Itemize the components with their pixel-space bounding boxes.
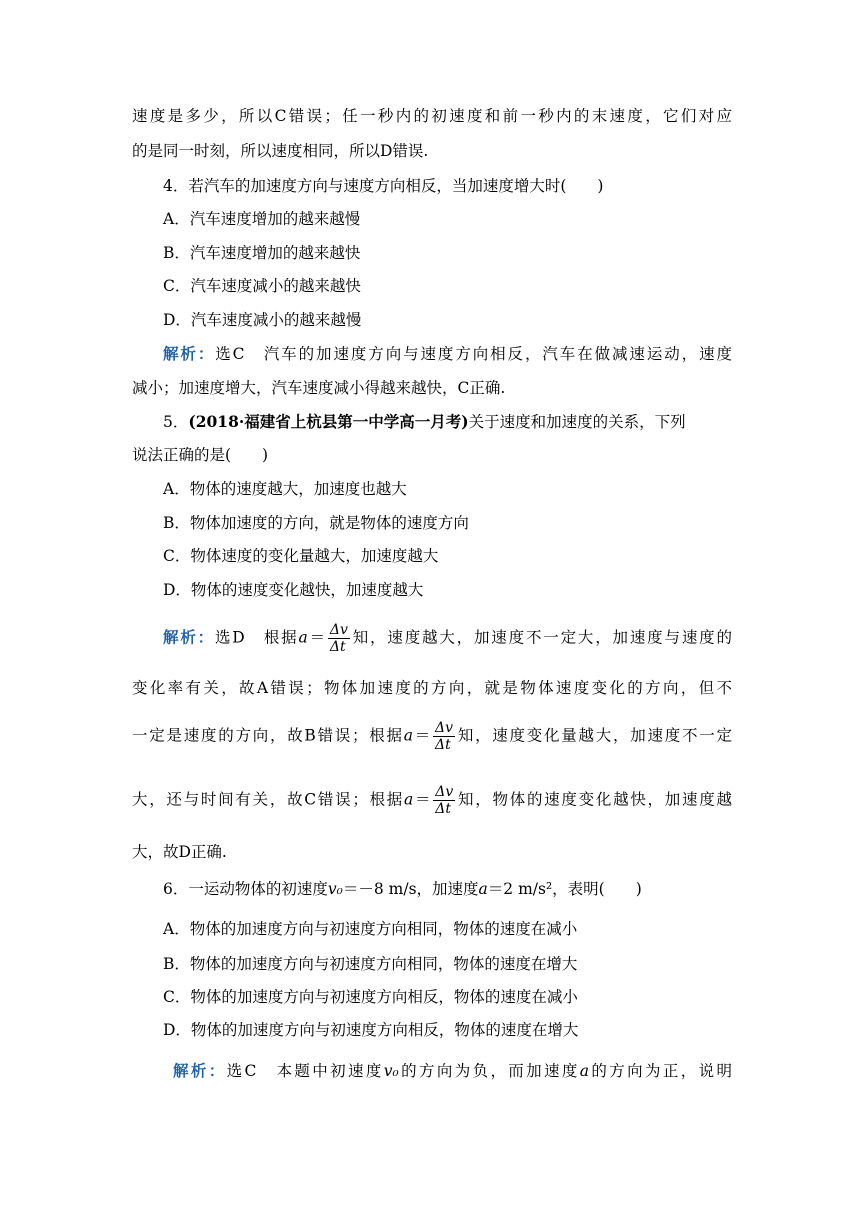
q6-option-a: A．物体的加速度方向与初速度方向相同，物体的速度在减小 [163, 920, 578, 938]
a-symbol: a [478, 880, 488, 898]
q5-answer-line-2: 变化率有关，故A错误；物体加速度的方向，就是物体速度变化的方向，但不 [132, 679, 732, 697]
q5-answer-line-1 [163, 622, 732, 655]
fraction-numerator: Δv [435, 784, 454, 800]
prev-answer-line-1: 速度是多少，所以C错误；任一秒内的初速度和前一秒内的末速度，它们对应 [132, 107, 732, 125]
formula-fraction [433, 720, 455, 753]
v0-symbol: v₀ [327, 880, 343, 898]
formula-equals: ＝ [413, 790, 433, 809]
formula-a: a [404, 790, 414, 809]
q6-option-b: B．物体的加速度方向与初速度方向相同，物体的速度在增大 [163, 955, 578, 973]
q6-option-c: C．物体的加速度方向与初速度方向相反，物体的速度在减小 [163, 988, 578, 1006]
formula-a: a [403, 726, 414, 745]
q5-option-b: B．物体加速度的方向，就是物体的速度方向 [163, 514, 469, 532]
v0-symbol: v₀ [383, 1062, 399, 1080]
q5-answer-text: 一定是速度的方向，故B错误；根据 [132, 726, 404, 745]
formula-a: a [298, 628, 308, 647]
q4-option-d: D．汽车速度减小的越来越慢 [163, 311, 362, 329]
q6-answer-text: 选C 本题中初速度 [226, 1062, 384, 1080]
q6-answer-text: 的方向为负，而加速度 [398, 1062, 580, 1080]
fraction-denominator: Δt [329, 639, 346, 655]
q5-answer-text: 选D 根据 [214, 628, 299, 647]
q6-answer-text: 的方向为正，说明 [589, 1062, 732, 1080]
q6-stem [163, 877, 763, 899]
q5-answer-line-5: 大，故D正确. [132, 843, 227, 861]
q6-option-d: D．物体的加速度方向与初速度方向相反，物体的速度在增大 [163, 1021, 579, 1039]
a-symbol: a [579, 1062, 590, 1080]
q5-option-d: D．物体的速度变化越快，加速度越大 [163, 581, 424, 599]
fraction-denominator: Δt [435, 801, 452, 817]
q4-option-b: B．汽车速度增加的越来越快 [163, 244, 361, 262]
formula-equals: ＝ [413, 726, 433, 745]
formula-fraction [328, 622, 350, 655]
fraction-denominator: Δt [435, 737, 451, 753]
q5-stem [163, 410, 732, 432]
prev-answer-line-2: 的是同一时刻，所以速度相同，所以D错误. [132, 142, 429, 160]
q4-answer-line-1 [163, 342, 732, 364]
q5-answer-text: 大，还与时间有关，故C错误；根据 [132, 790, 405, 809]
q6-stem-text: ＝－8 m/s，加速度 [342, 880, 479, 898]
q5-answer-text: 知，速度越大，加速度不一定大，加速度与速度的 [350, 628, 732, 647]
q4-option-a: A．汽车速度增加的越来越慢 [163, 210, 361, 228]
q5-answer-text: 知，物体的速度变化越快，加速度越 [456, 790, 732, 809]
q5-number: 5． [163, 413, 189, 431]
q5-option-a: A．物体的速度越大，加速度也越大 [163, 480, 407, 498]
q5-stem-text: 关于速度和加速度的关系，下列 [468, 413, 686, 431]
answer-label: 解析： [173, 1061, 227, 1080]
q4-answer-line-2: 减小；加速度增大，汽车速度减小得越来越快，C正确. [132, 379, 506, 397]
fraction-numerator: Δv [329, 622, 348, 638]
q6-stem-text: ＝2 m/s²，表明( ) [487, 880, 642, 898]
fraction-numerator: Δv [435, 720, 454, 736]
formula-fraction [433, 784, 455, 817]
q5-option-c: C．物体速度的变化量越大，加速度越大 [163, 547, 439, 565]
q5-stem-line-2: 说法正确的是( ) [132, 446, 269, 464]
q4-stem: 4．若汽车的加速度方向与速度方向相反，当加速度增大时( ) [163, 177, 604, 195]
answer-label: 解析： [163, 627, 215, 647]
q5-source: (2018·福建省上杭县第一中学高一月考) [188, 412, 469, 431]
q5-answer-line-3 [132, 720, 732, 753]
answer-label: 解析： [163, 344, 216, 363]
q4-option-c: C．汽车速度减小的越来越快 [163, 277, 361, 295]
q5-answer-line-4 [132, 784, 732, 817]
q6-stem-text: 6．一运动物体的初速度 [163, 880, 328, 898]
formula-equals: ＝ [307, 628, 327, 647]
q4-answer-text: 选C 汽车的加速度方向与速度方向相反，汽车在做减速运动，速度 [215, 345, 732, 363]
q6-answer-line-1 [173, 1059, 732, 1081]
q5-answer-text: 知，速度变化量越大，加速度不一定 [456, 726, 732, 745]
